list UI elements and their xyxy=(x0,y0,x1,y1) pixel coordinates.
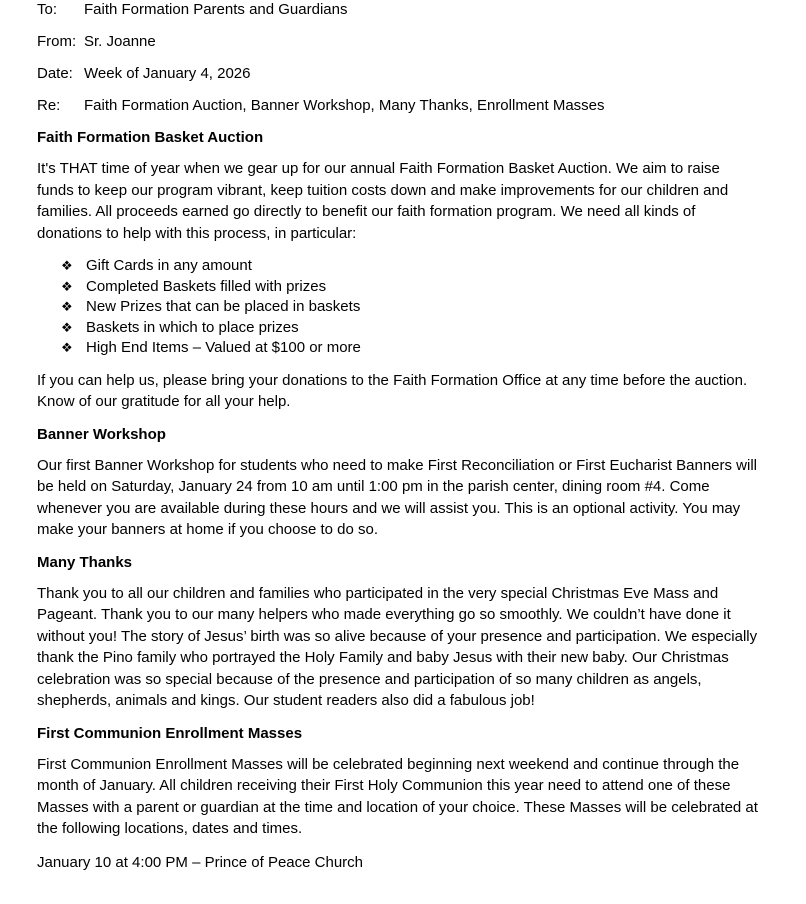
paragraph-auction-intro: It's THAT time of year when we gear up for our annual Faith Formation Basket Auction. We aim to raise funds to keep our program vibrant, keep tuition costs down and make improvements for our children and families. All proceeds earned go directly to benefit our faith formation program. We need all kinds of donations to help with this process, in particular: xyxy=(37,160,729,242)
diamond-bullet-icon: ❖ xyxy=(61,340,73,355)
memo-value-from: Sr. Joanne xyxy=(84,33,156,50)
mass-schedule-entry: January 10 at 4:00 PM – Prince of Peace Church xyxy=(37,853,364,871)
heading-many-thanks: Many Thanks xyxy=(37,553,133,571)
donation-items-list xyxy=(37,256,760,359)
memo-value-to: Faith Formation Parents and Guardians xyxy=(84,1,348,18)
paragraph-enrollment-masses: First Communion Enrollment Masses will be celebrated beginning next weekend and continue through the month of January. All children receiving their First Holy Communion this year need to attend one of these Masses with a parent or guardian at the time and location of your choice. These Masses will be celebrated at the following locations, dates and times. xyxy=(37,755,758,837)
heading-basket-auction: Faith Formation Basket Auction xyxy=(37,129,264,146)
diamond-bullet-icon: ❖ xyxy=(61,258,73,273)
memo-row-from xyxy=(37,32,760,51)
list-item xyxy=(37,297,760,318)
list-item-label: Completed Baskets filled with prizes xyxy=(86,277,327,295)
section-enrollment-masses xyxy=(37,724,760,874)
paragraph-banner-workshop: Our first Banner Workshop for students who need to make First Reconciliation or First Eucharist Banners will be held on Saturday, January 24 from 10 am until 1:00 pm in the parish center, dining room #4. Come whenever you are available during these hours and we will assist you. This is an optional activity. You may make your banners at home if you choose to do so. xyxy=(37,456,758,538)
memo-label-date: Date: xyxy=(37,65,73,82)
heading-banner-workshop: Banner Workshop xyxy=(37,425,166,443)
paragraph-auction-closing: If you can help us, please bring your donations to the Faith Formation Office at any time before the auction. Know of our gratitude for all your help. xyxy=(37,371,748,410)
memo-row-re xyxy=(37,96,760,115)
memo-row-to xyxy=(37,0,760,19)
section-many-thanks xyxy=(37,553,760,712)
memo-value-re: Faith Formation Auction, Banner Workshop, Many Thanks, Enrollment Masses xyxy=(84,97,605,114)
list-item xyxy=(37,256,760,277)
list-item xyxy=(37,338,760,359)
list-item-label: New Prizes that can be placed in baskets xyxy=(86,298,361,315)
memo-row-date xyxy=(37,64,760,83)
heading-enrollment-masses: First Communion Enrollment Masses xyxy=(37,724,303,742)
list-item-label: Baskets in which to place prizes xyxy=(86,318,299,336)
list-item xyxy=(37,277,760,298)
memo-value-date: Week of January 4, 2026 xyxy=(84,65,251,82)
section-basket-auction xyxy=(37,128,760,413)
list-item xyxy=(37,318,760,339)
paragraph-many-thanks: Thank you to all our children and families who participated in the very special Christmas Eve Mass and Pageant. Thank you to our many helpers who made everything go so smoothly. We couldn’t have done it without you! The story of Jesus’ birth was so alive because of your presence and participation. We especially thank the Pino family who portrayed the Holy Family and baby Jesus with their new baby. Our Christmas celebration was so special because of the presence and participation of so many children as angels, shepherds, animals and kings. Our student readers also did a fabulous job! xyxy=(37,584,758,709)
memo-label-from: From: xyxy=(37,33,77,50)
diamond-bullet-icon: ❖ xyxy=(61,299,73,314)
diamond-bullet-icon: ❖ xyxy=(61,278,73,294)
diamond-bullet-icon: ❖ xyxy=(61,319,73,335)
memo-label-to: To: xyxy=(37,1,58,18)
section-banner-workshop xyxy=(37,425,760,541)
list-item-label: Gift Cards in any amount xyxy=(86,257,252,274)
memo-label-re: Re: xyxy=(37,97,61,114)
memo-header xyxy=(37,0,760,115)
list-item-label: High End Items – Valued at $100 or more xyxy=(86,339,361,356)
